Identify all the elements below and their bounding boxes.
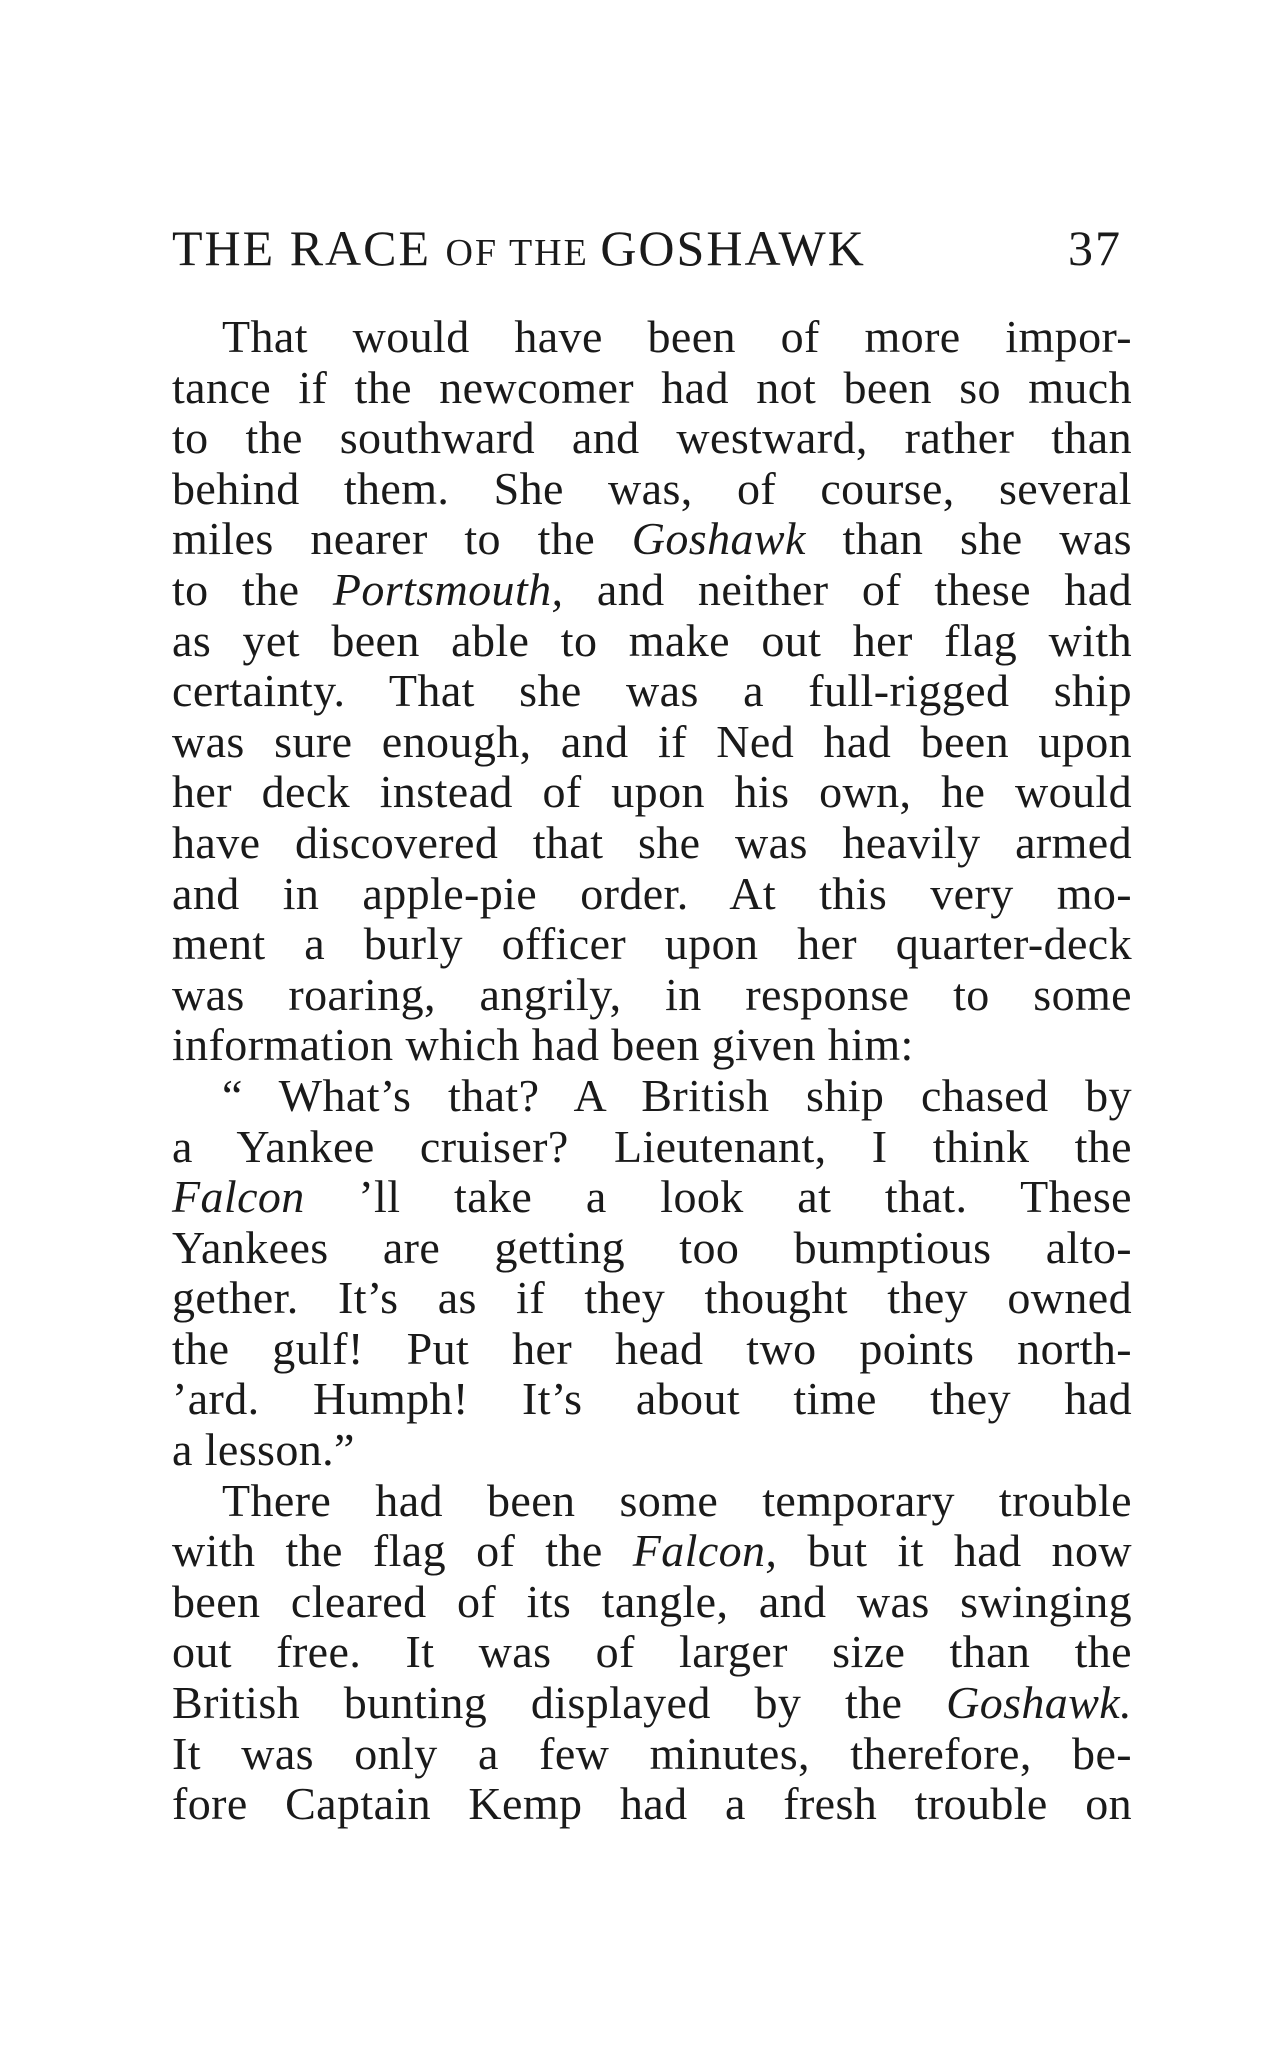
text-line [172,1374,1132,1425]
running-head-title-the: THE [498,232,601,274]
text-segment: British bunting displayed by the [172,1677,947,1729]
text-segment: miles nearer to the [172,513,632,565]
text-line [172,869,1132,920]
body-text [172,312,1132,1830]
text-segment: fore Captain Kemp had a fresh trouble on [172,1778,1132,1830]
text-segment: was roaring, angrily, in response to some [172,968,1132,1020]
text-line [172,413,1132,464]
running-head-title [172,218,866,283]
text-segment: ’ll take a look at that. These [304,1171,1132,1223]
text-line [172,919,1132,970]
text-segment: a lesson.” [172,1424,355,1476]
text-segment: her deck instead of upon his own, he would [172,766,1132,818]
text-segment: tance if the newcomer had not been so much [172,361,1132,413]
text-segment: the gulf! Put her head two points north- [172,1322,1132,1374]
text-segment: than she was [805,513,1132,565]
text-segment: and neither of these had [563,563,1133,615]
text-line [172,818,1132,869]
text-line [172,1324,1132,1375]
text-line [172,1779,1132,1830]
text-line [172,970,1132,1021]
text-line [172,363,1132,414]
text-line [172,1729,1132,1780]
page-number: 37 [1068,220,1122,276]
text-line [172,464,1132,515]
running-head-title-of: OF [445,232,499,274]
text-segment: information which had been given him: [172,1019,914,1071]
text-line [172,514,1132,565]
text-line [172,666,1132,717]
text-line [172,565,1132,616]
running-head-title-part2: GOSHAWK [600,220,866,276]
text-segment: was sure enough, and if Ned had been upon [172,715,1132,767]
text-line [172,1020,1132,1071]
text-line [172,1476,1132,1527]
text-line [172,1071,1132,1122]
text-line [172,1577,1132,1628]
text-segment: to the southward and westward, rather than [172,412,1132,464]
text-line [172,1122,1132,1173]
text-segment: ment a burly officer upon her quarter-deck [172,918,1132,970]
text-segment: “ What’s that? A British ship chased by [222,1069,1132,1121]
text-line [172,1223,1132,1274]
text-segment: It was only a few minutes, therefore, be- [172,1727,1132,1779]
text-line [172,767,1132,818]
text-segment: with the flag of the [172,1525,633,1577]
text-line [172,1273,1132,1324]
text-line [172,1172,1132,1223]
running-head-title-part1: THE RACE [172,220,446,276]
text-segment: That would have been of more impor- [222,311,1132,362]
text-segment: behind them. She was, of course, several [172,462,1132,514]
italic-ship-name: Portsmouth, [332,563,564,615]
text-segment: and in apple-pie order. At this very mo- [172,867,1132,919]
text-line [172,717,1132,768]
text-segment: out free. It was of larger size than the [172,1626,1132,1678]
text-segment: a Yankee cruiser? Lieutenant, I think the [172,1120,1132,1172]
text-line [172,1627,1132,1678]
text-segment: been cleared of its tangle, and was swinging [172,1575,1132,1627]
text-segment: as yet been able to make out her flag with [172,614,1132,666]
italic-ship-name: Goshawk. [946,1677,1132,1729]
text-line [172,616,1132,667]
text-segment: to the [172,563,333,615]
text-segment: gether. It’s as if they thought they owned [172,1272,1132,1324]
text-segment: but it had now [777,1525,1132,1577]
text-line [172,1526,1132,1577]
text-segment: certainty. That she was a full-rigged ship [172,665,1132,717]
text-segment: have discovered that she was heavily armed [172,816,1132,868]
text-segment: There had been some temporary trouble [222,1474,1132,1526]
text-line [172,312,1132,363]
running-head [172,218,1132,278]
italic-ship-name: Goshawk [631,513,806,565]
text-line [172,1425,1132,1476]
italic-ship-name: Falcon [172,1171,305,1223]
text-segment: Yankees are getting too bumptious alto- [172,1221,1132,1273]
italic-ship-name: Falcon, [632,1525,778,1577]
text-line [172,1678,1132,1729]
text-segment: ’ard. Humph! It’s about time they had [172,1373,1132,1425]
